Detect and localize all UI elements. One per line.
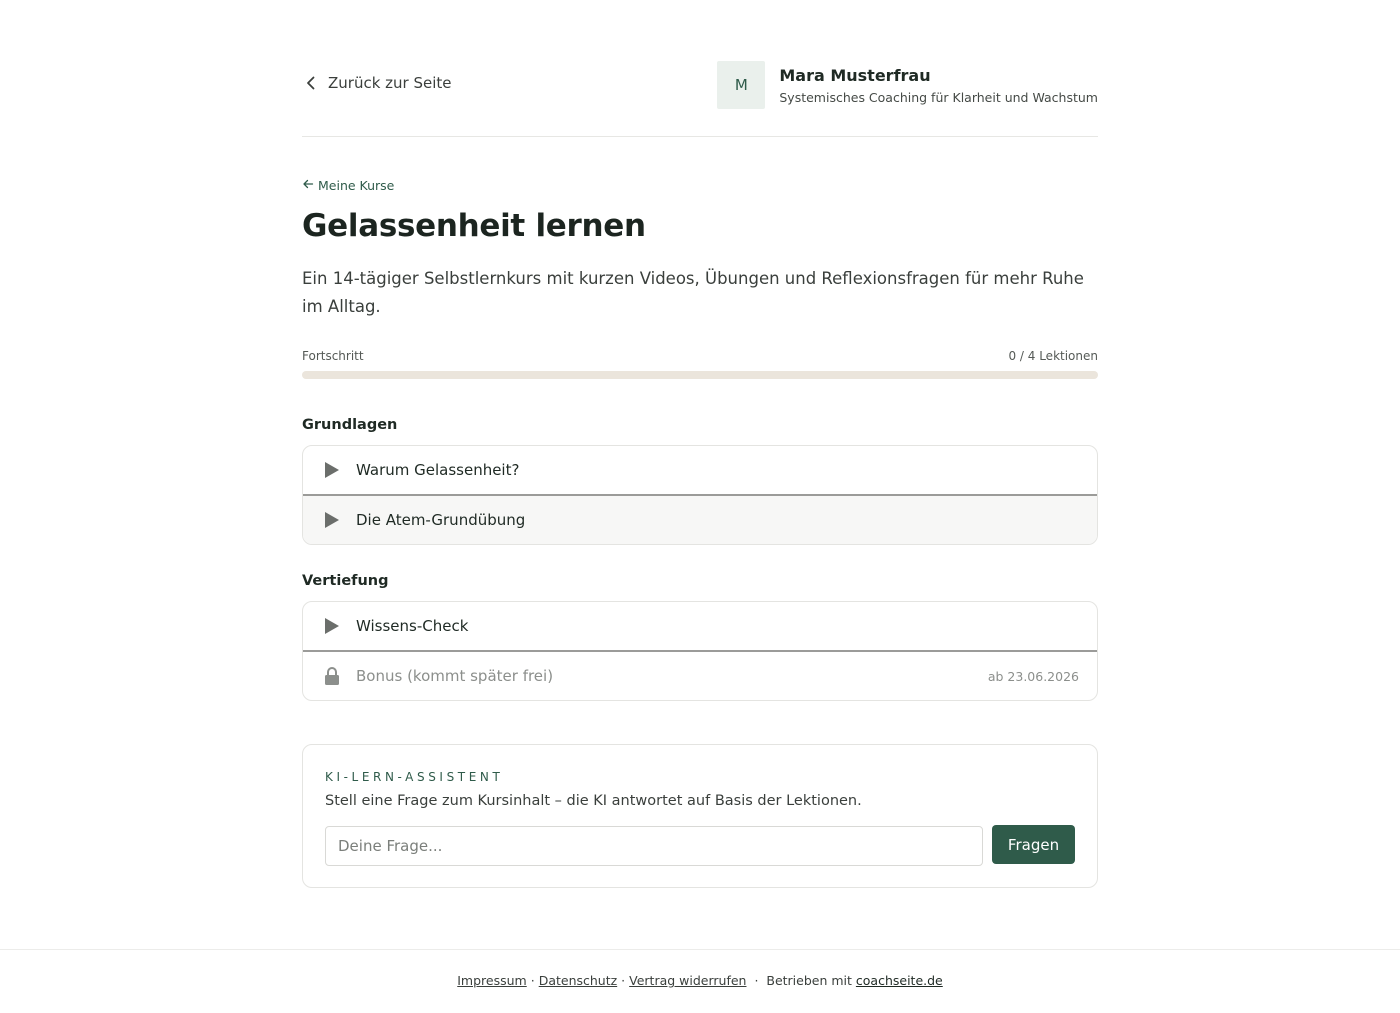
footer-links: [0, 973, 1400, 988]
play-icon: [323, 617, 341, 635]
powered-by-text: Betrieben mit: [766, 973, 852, 988]
page-header: [302, 0, 1098, 137]
question-input[interactable]: [325, 826, 983, 866]
impressum-link[interactable]: Impressum: [457, 973, 527, 988]
section-title-grundlagen: Grundlagen: [302, 417, 398, 433]
page-footer: [0, 949, 1400, 1013]
lesson-item[interactable]: [303, 494, 1097, 544]
progress-label: Fortschritt: [302, 349, 364, 363]
footer-separator: ·: [530, 973, 535, 988]
avatar: M: [717, 61, 765, 109]
footer-separator: ·: [754, 973, 759, 988]
back-to-page-label: Zurück zur Seite: [328, 74, 452, 92]
assistant-kicker: KI-LERN-ASSISTENT: [325, 770, 504, 784]
ai-assistant-panel: [302, 744, 1098, 888]
lock-icon: [323, 667, 341, 685]
progress-count: 0 / 4 Lektionen: [1008, 349, 1098, 363]
widerruf-link[interactable]: Vertrag widerrufen: [629, 973, 747, 988]
lesson-title: Die Atem-Grundübung: [356, 511, 526, 529]
footer-separator: ·: [621, 973, 626, 988]
progress-bar: [302, 371, 1098, 379]
section-title-vertiefung: Vertiefung: [302, 573, 389, 589]
lesson-title: Wissens-Check: [356, 617, 469, 635]
lesson-list-grundlagen: [302, 445, 1098, 545]
ask-button[interactable]: Fragen: [992, 825, 1075, 864]
lesson-title: Bonus (kommt später frei): [356, 667, 554, 685]
lesson-list-vertiefung: [302, 601, 1098, 701]
lesson-item[interactable]: [303, 446, 1097, 494]
unlock-date: ab 23.06.2026: [987, 668, 1079, 684]
page-title: Gelassenheit lernen: [302, 208, 646, 244]
back-to-page-link[interactable]: [302, 74, 452, 92]
coach-info: [717, 61, 1098, 109]
coach-tagline: Systemisches Coaching für Klarheit und Wachstum: [779, 89, 1098, 105]
chevron-left-icon: [302, 74, 320, 92]
play-icon: [323, 511, 341, 529]
breadcrumb-label: Meine Kurse: [318, 178, 395, 193]
coach-name: Mara Musterfrau: [779, 65, 931, 85]
lesson-item-locked: [303, 650, 1097, 700]
arrow-left-icon: [302, 178, 314, 193]
play-icon: [323, 461, 341, 479]
lesson-title: Warum Gelassenheit?: [356, 461, 520, 479]
course-description: Ein 14-tägiger Selbstlernkurs mit kurzen Videos, Übungen und Reflexionsfragen für mehr Ruhe im Alltag.: [302, 269, 1084, 316]
datenschutz-link[interactable]: Datenschutz: [538, 973, 618, 988]
lesson-item[interactable]: [303, 602, 1097, 650]
assistant-description: Stell eine Frage zum Kursinhalt – die KI antwortet auf Basis der Lektionen.: [325, 793, 862, 809]
coach-text: [779, 66, 1098, 105]
brand-link[interactable]: coachseite.de: [855, 973, 943, 988]
breadcrumb-my-courses[interactable]: [302, 178, 394, 193]
